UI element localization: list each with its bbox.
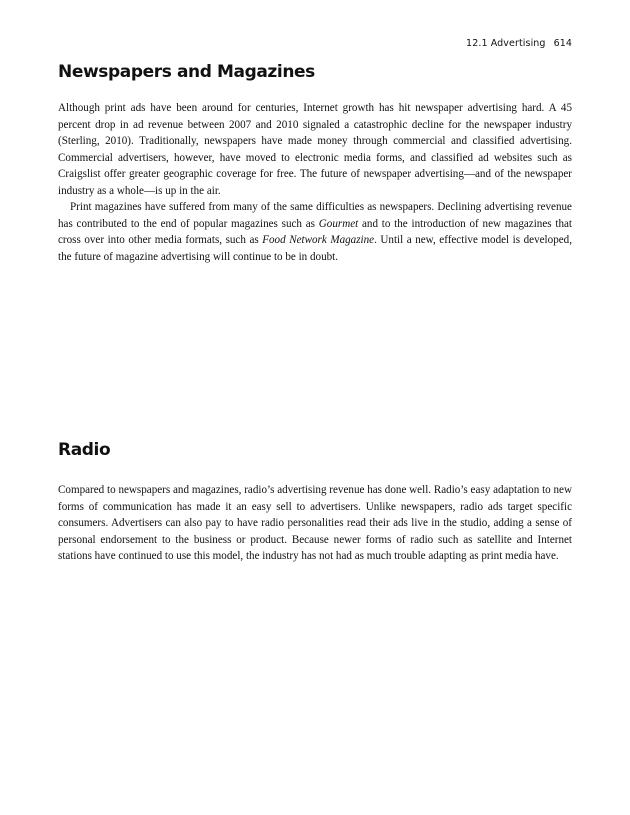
paragraph-radio: Compared to newspapers and magazines, radio’s advertising revenue has done well. Radio’s easy adaptation to new forms of communication has made it an easy sell to advertisers. Unlike newspapers, radio ads target specific consumers. Advertisers can also pay to have radio personalities read their ads live in the studio, adding a sense of personal endorsement to the business or product. Because newer forms of radio such as satellite and Internet stations have continued to use this model, the industry has not had as much trouble adapting as print media have. bbox=[58, 484, 572, 563]
paragraph-text: Print magazines have suffered from many of the same difficulties as newspapers. Declining advertising revenue has contributed to the end of popular magazines such as bbox=[58, 201, 572, 230]
magazine-title-food-network: Food Network Magazine bbox=[262, 234, 375, 247]
magazine-title-gourmet: Gourmet bbox=[318, 217, 359, 230]
paragraph-magazines bbox=[58, 199, 572, 265]
paragraph-text: and to the introduction of new magazines that cross over into other media formats, such as bbox=[58, 217, 572, 247]
running-header bbox=[466, 38, 572, 49]
section-label: 12.1 Advertising bbox=[466, 38, 546, 49]
page-number: 614 bbox=[553, 38, 572, 49]
paragraph-text: . Until a new, effective model is developed, the future of magazine advertising will continue to be in doubt. bbox=[58, 234, 572, 263]
section-heading-newspapers-magazines: Newspapers and Magazines bbox=[58, 62, 315, 82]
paragraph-newspapers: Although print ads have been around for centuries, Internet growth has hit newspaper advertising hard. A 45 percent drop in ad revenue between 2007 and 2010 signaled a catastrophic decline for the newspaper industry (Sterling, 2010). Traditionally, newspapers have made money through commercial and classified advertising. Commercial advertisers, however, have moved to electronic media forms, and classified ad websites such as Craigslist offer greater geographic coverage for free. The future of newspaper advertising—and of the newspaper industry as a whole—is up in the air. bbox=[58, 102, 572, 197]
section-heading-radio: Radio bbox=[58, 440, 111, 460]
